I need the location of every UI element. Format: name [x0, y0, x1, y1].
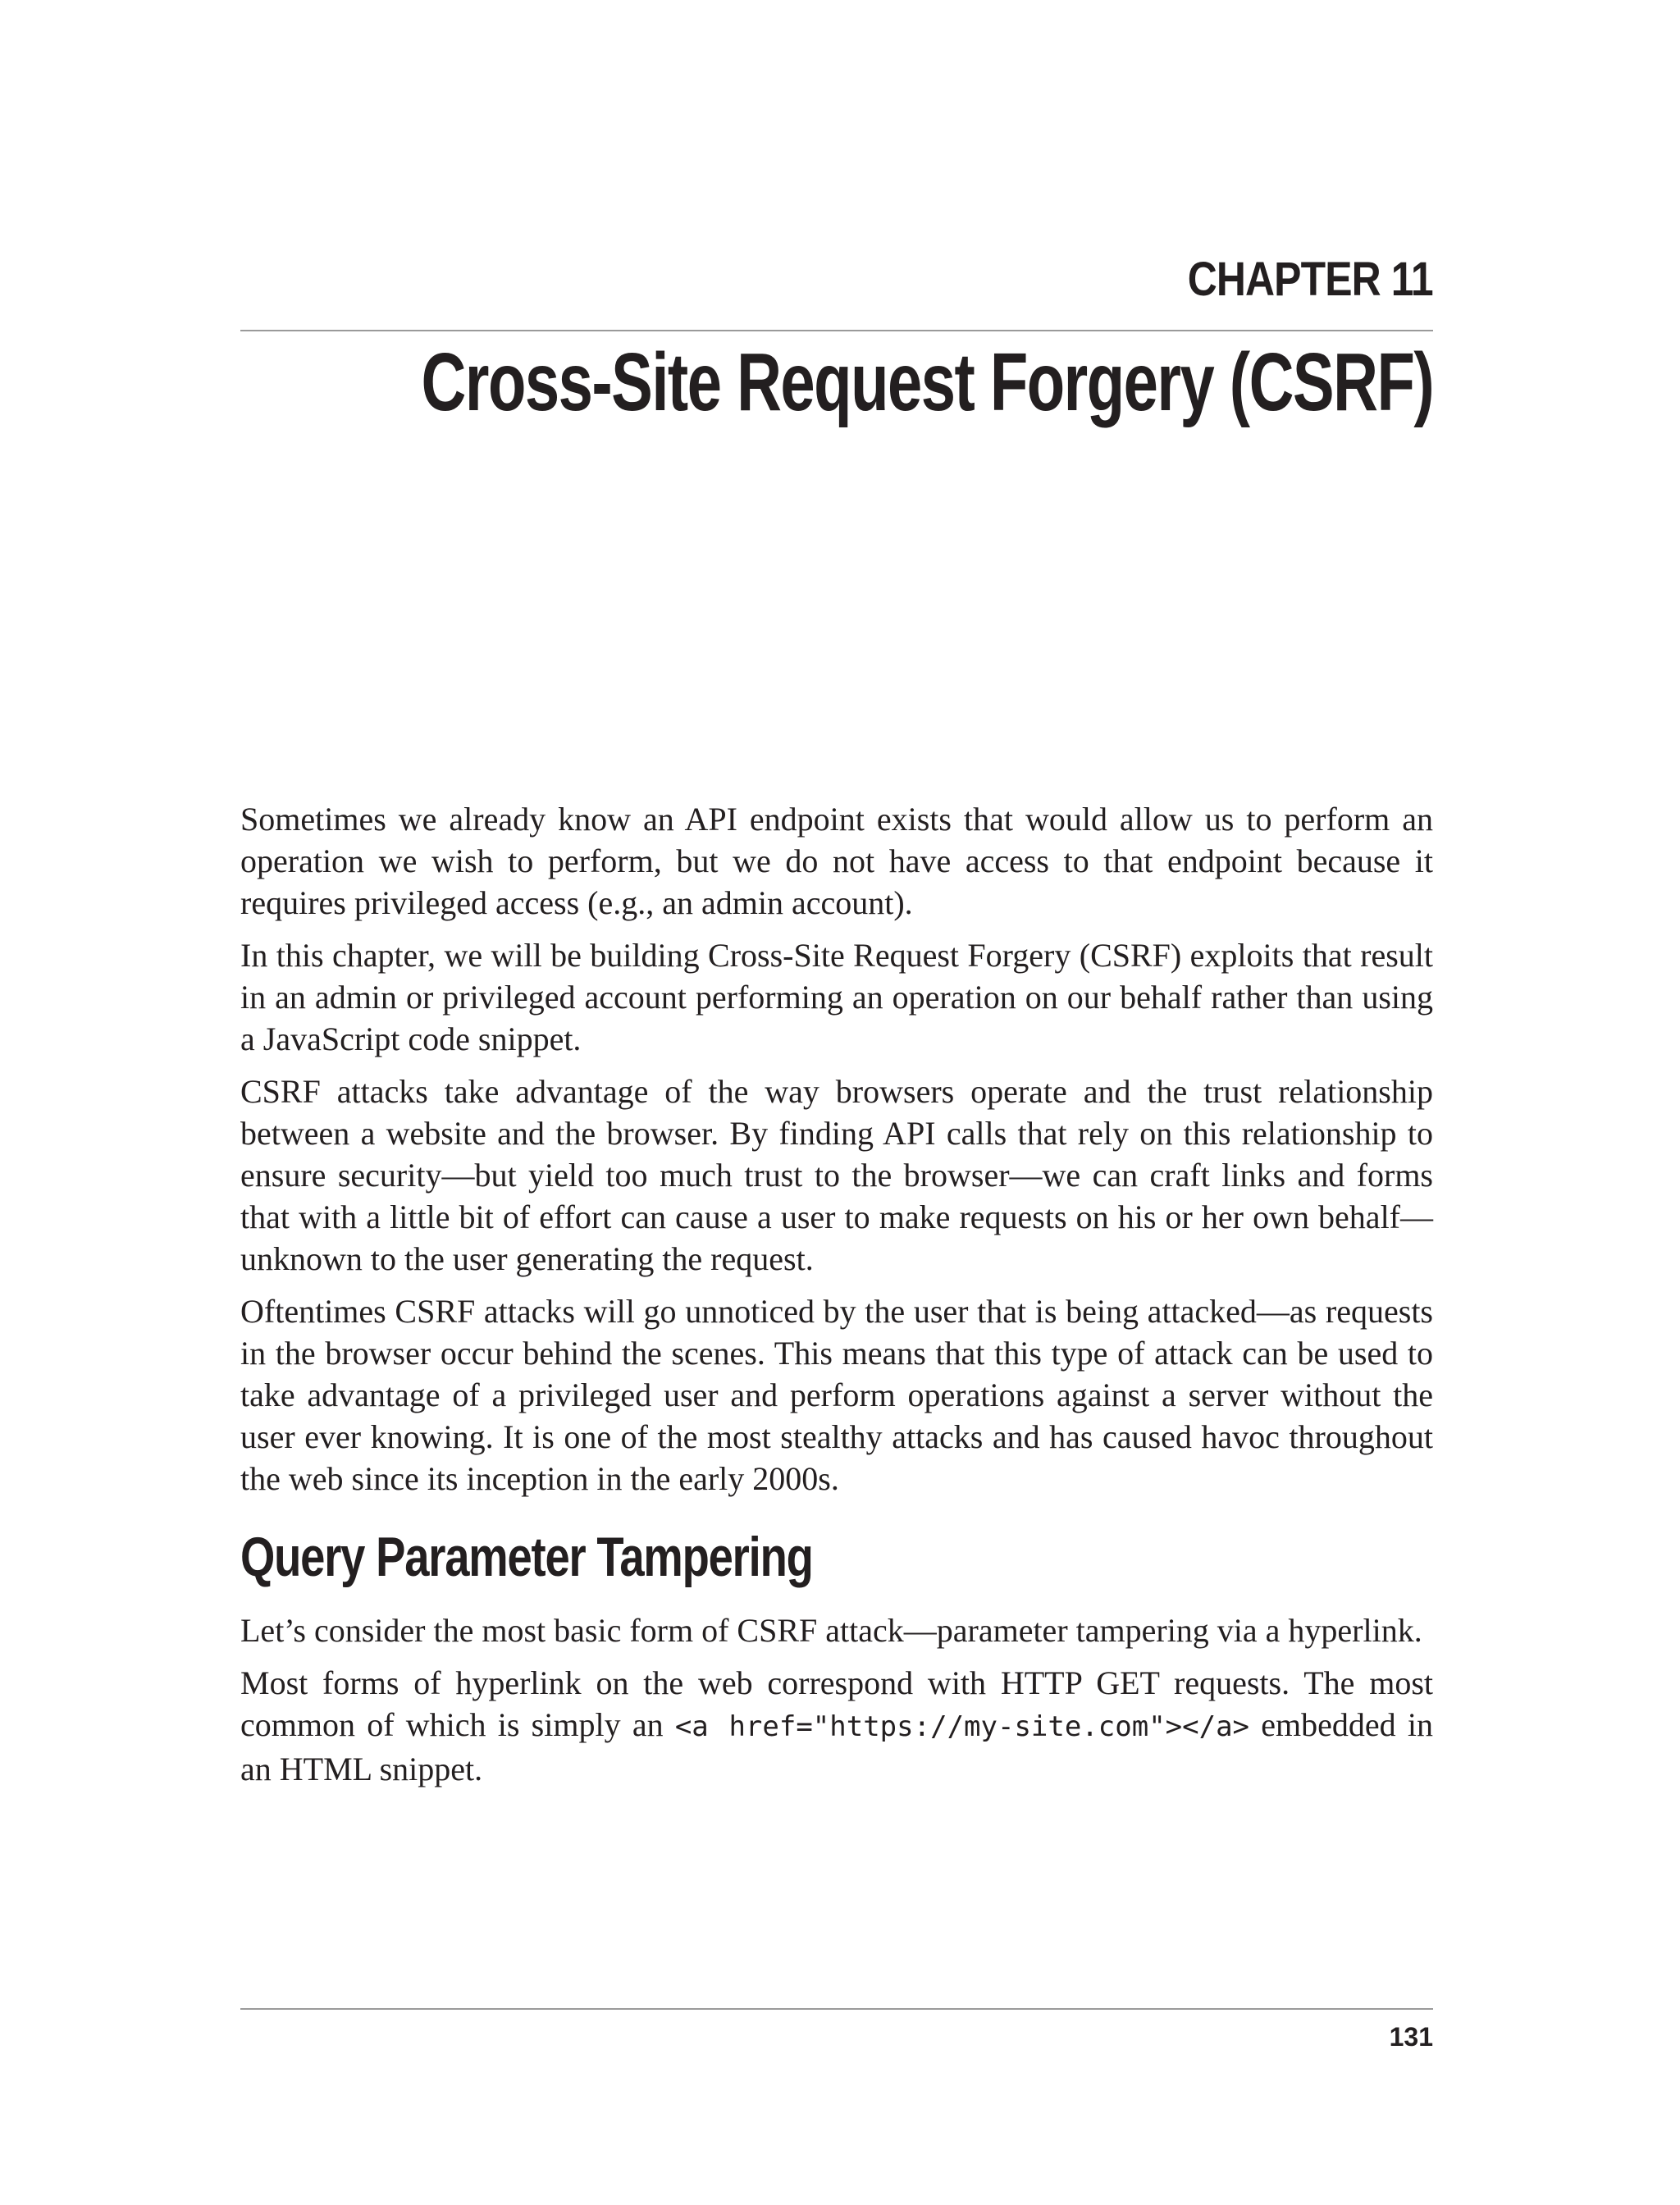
chapter-title: Cross-Site Request Forgery (CSRF): [421, 336, 1433, 428]
section-paragraph-2-text-after: embedded in an HTML snippet.: [240, 1706, 1433, 1787]
page-number: 131: [1389, 2022, 1433, 2052]
intro-paragraph-1: Sometimes we already know an API endpoint exists that would allow us to perform an operation we wish to perform, but we do not have access to that endpoint because it requires privileged access (e.g., an admin account).: [240, 801, 1433, 921]
inline-code-snippet: <a href="https://my-site.com"></a>: [674, 1710, 1250, 1743]
chapter-divider: [240, 330, 1433, 331]
intro-paragraph-4: Oftentimes CSRF attacks will go unnoticed by the user that is being attacked—as requests in the browser occur behind the scenes. This means that this type of attack can be used to take advantage of a privileged user and perform operations against a server without the user ever knowing. It is one of the most stealthy attacks and has caused havoc throughout the web since its inception in the early 2000s.: [240, 1293, 1433, 1497]
footer-divider: [240, 2008, 1433, 2010]
section-heading: Query Parameter Tampering: [240, 1526, 813, 1588]
intro-paragraph-2: In this chapter, we will be building Cross-Site Request Forgery (CSRF) exploits that result in an admin or privileged account performing an operation on our behalf rather than using a JavaScript code snippet.: [240, 937, 1433, 1057]
section-paragraph-2-text-before: Most forms of hyperlink on the web correspond with HTTP GET requests. The most common of which is simply an: [240, 1664, 1433, 1743]
section-paragraph-2: [240, 1662, 1433, 1790]
intro-paragraph-3: CSRF attacks take advantage of the way browsers operate and the trust relationship between a website and the browser. By finding API calls that rely on this relationship to ensure security—but yield too much trust to the browser—we can craft links and forms that with a little bit of effort can cause a user to make requests on his or her own behalf—unknown to the user generating the request.: [240, 1073, 1433, 1277]
section-paragraph-1: Let’s consider the most basic form of CSRF attack—parameter tampering via a hyperlink.: [240, 1612, 1422, 1649]
chapter-label: CHAPTER 11: [1187, 253, 1433, 306]
chapter-body: [240, 798, 1433, 1801]
